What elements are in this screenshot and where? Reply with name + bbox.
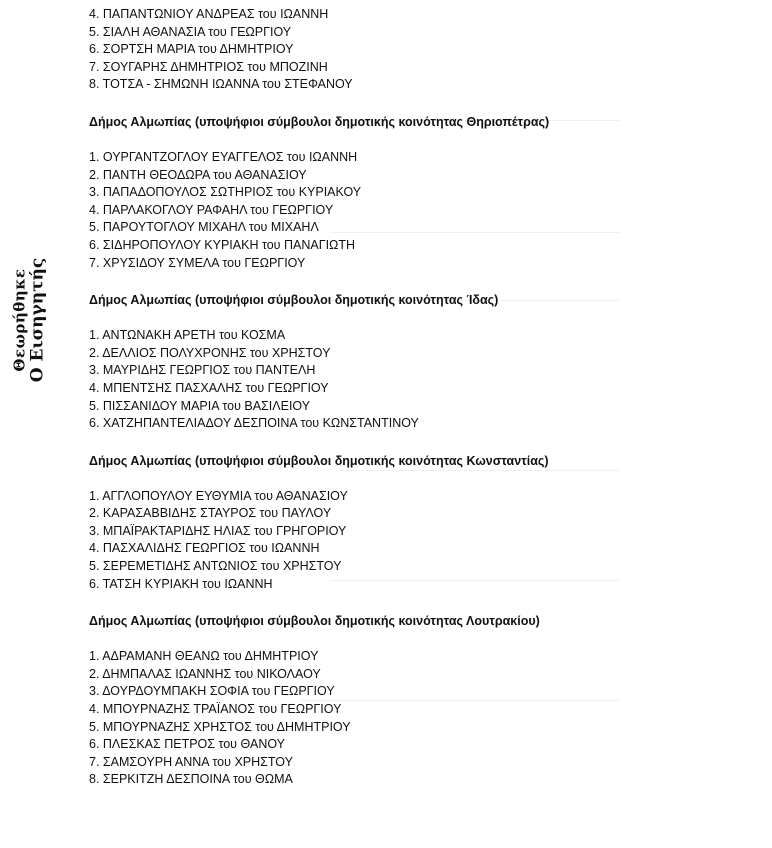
list-item: 3. ΠΑΠΑΔΟΠΟΥΛΟΣ ΣΩΤΗΡΙΟΣ του ΚΥΡΙΑΚΟΥ: [89, 185, 362, 200]
list-item: 2. ΚΑΡΑΣΑΒΒΙΔΗΣ ΣΤΑΥΡΟΣ του ΠΑΥΛΟΥ: [89, 506, 332, 521]
list-item: 1. ΑΔΡΑΜΑΝΗ ΘΕΑΝΩ του ΔΗΜΗΤΡΙΟΥ: [89, 649, 319, 664]
list-item: 7. ΧΡΥΣΙΔΟΥ ΣΥΜΕΛΑ του ΓΕΩΡΓΙΟΥ: [89, 255, 306, 270]
list-item: 6. ΧΑΤΖΗΠΑΝΤΕΛΙΑΔΟΥ ΔΕΣΠΟΙΝΑ του ΚΩΝΣΤΑΝΤΙΝΟΥ: [89, 416, 419, 431]
list-item: 6. ΣΟΡΤΣΗ ΜΑΡΙΑ του ΔΗΜΗΤΡΙΟΥ: [89, 42, 294, 57]
reviewed-stamp: [6, 240, 50, 400]
section-idas: [89, 292, 749, 433]
list-item: 1. ΑΝΤΩΝΑΚΗ ΑΡΕΤΗ του ΚΟΣΜΑ: [89, 328, 286, 343]
list-item: 4. ΜΠΕΝΤΣΗΣ ΠΑΣΧΑΛΗΣ του ΓΕΩΡΓΙΟΥ: [89, 380, 329, 395]
section-loutraki: [89, 613, 749, 789]
list-item: 7. ΣΑΜΣΟΥΡΗ ΑΝΝΑ του ΧΡΗΣΤΟΥ: [89, 754, 293, 769]
section-title: Δήμος Αλμωπίας (υποψήφιοι σύμβουλοι δημοτικής κοινότητας Κωνσταντίας): [89, 453, 549, 468]
list-item: 5. ΣΙΑΛΗ ΑΘΑΝΑΣΙΑ του ΓΕΩΡΓΙΟΥ: [89, 24, 292, 39]
list-item: 4. ΠΑΡΛΑΚΟΓΛΟΥ ΡΑΦΑΗΛ του ΓΕΩΡΓΙΟΥ: [89, 202, 334, 217]
list-item: 6. ΠΛΕΣΚΑΣ ΠΕΤΡΟΣ του ΘΑΝΟΥ: [89, 737, 286, 752]
list-item: 6. ΤΑΤΣΗ ΚΥΡΙΑΚΗ του ΙΩΑΝΝΗ: [89, 576, 273, 591]
list-item: 5. ΠΙΣΣΑΝΙΔΟΥ ΜΑΡΙΑ του ΒΑΣΙΛΕΙΟΥ: [89, 398, 311, 413]
list-item: 4. ΠΑΠΑΝΤΩΝΙΟΥ ΑΝΔΡΕΑΣ του ΙΩΑΝΝΗ: [89, 7, 329, 21]
section-title: Δήμος Αλμωπίας (υποψήφιοι σύμβουλοι δημοτικής κοινότητας Λουτρακίου): [89, 614, 540, 629]
stamp-line-2: Ο Εισηγητής: [27, 257, 48, 383]
section-title: Δήμος Αλμωπίας (υποψήφιοι σύμβουλοι δημοτικής κοινότητας Θηριοπέτρας): [89, 114, 550, 129]
list-item: 8. ΤΟΤΣΑ - ΣΗΜΩΝΗ ΙΩΑΝΝΑ του ΣΤΕΦΑΝΟΥ: [89, 77, 353, 92]
section-konstantia: [89, 453, 749, 594]
list-item: 5. ΠΑΡΟΥΤΟΓΛΟΥ ΜΙΧΑΗΛ του ΜΙΧΑΗΛ: [89, 220, 319, 235]
section-thiriopetra: [89, 114, 749, 272]
list-item: 4. ΠΑΣΧΑΛΙΔΗΣ ΓΕΩΡΓΙΟΣ του ΙΩΑΝΝΗ: [89, 541, 320, 556]
list-item: 1. ΟΥΡΓΑΝΤΖΟΓΛΟΥ ΕΥΑΓΓΕΛΟΣ του ΙΩΑΝΝΗ: [89, 149, 358, 164]
continued-list: [89, 6, 749, 94]
list-item: 2. ΔΕΛΛΙΟΣ ΠΟΛΥΧΡΟΝΗΣ του ΧΡΗΣΤΟΥ: [89, 345, 331, 360]
list-item: 1. ΑΓΓΛΟΠΟΥΛΟΥ ΕΥΘΥΜΙΑ του ΑΘΑΝΑΣΙΟΥ: [89, 488, 348, 503]
list-item: 7. ΣΟΥΓΑΡΗΣ ΔΗΜΗΤΡΙΟΣ του ΜΠΟΖΙΝΗ: [89, 59, 328, 74]
list-item: 6. ΣΙΔΗΡΟΠΟΥΛΟΥ ΚΥΡΙΑΚΗ του ΠΑΝΑΓΙΩΤΗ: [89, 237, 356, 252]
list-item: 2. ΠΑΝΤΗ ΘΕΟΔΩΡΑ του ΑΘΑΝΑΣΙΟΥ: [89, 167, 307, 182]
stamp-line-1: Θεωρήθηκε: [10, 268, 29, 372]
list-item: 5. ΣΕΡΕΜΕΤΙΔΗΣ ΑΝΤΩΝΙΟΣ του ΧΡΗΣΤΟΥ: [89, 559, 342, 574]
list-item: 3. ΔΟΥΡΔΟΥΜΠΑΚΗ ΣΟΦΙΑ του ΓΕΩΡΓΙΟΥ: [89, 684, 335, 699]
section-title: Δήμος Αλμωπίας (υποψήφιοι σύμβουλοι δημοτικής κοινότητας Ίδας): [89, 293, 499, 308]
list-item: 3. ΜΑΥΡΙΔΗΣ ΓΕΩΡΓΙΟΣ του ΠΑΝΤΕΛΗ: [89, 363, 316, 378]
document-content: [89, 0, 749, 789]
list-item: 3. ΜΠΑΪΡΑΚΤΑΡΙΔΗΣ ΗΛΙΑΣ του ΓΡΗΓΟΡΙΟΥ: [89, 523, 347, 538]
list-item: 5. ΜΠΟΥΡΝΑΖΗΣ ΧΡΗΣΤΟΣ του ΔΗΜΗΤΡΙΟΥ: [89, 719, 351, 734]
list-item: 8. ΣΕΡΚΙΤΖΗ ΔΕΣΠΟΙΝΑ του ΘΩΜΑ: [89, 772, 293, 787]
list-item: 2. ΔΗΜΠΑΛΑΣ ΙΩΑΝΝΗΣ του ΝΙΚΟΛΑΟΥ: [89, 666, 321, 681]
list-item: 4. ΜΠΟΥΡΝΑΖΗΣ ΤΡΑΪΑΝΟΣ του ΓΕΩΡΓΙΟΥ: [89, 702, 342, 717]
